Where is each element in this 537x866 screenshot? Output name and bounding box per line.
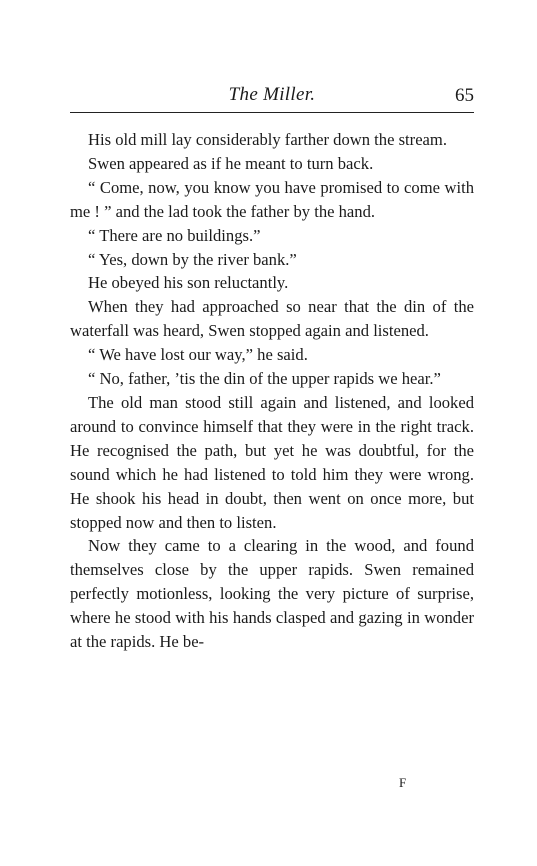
paragraph: He obeyed his son reluctantly. bbox=[88, 273, 289, 293]
paragraph: Now they came to a clearing in the wood, and found themselves close by the upper rapids. Swen remained perfectly motionless, looking the very picture of surprise, where he stood with his hands clasped and gazing in wonder at the rapids. He be- bbox=[70, 536, 474, 652]
paragraph: “ Come, now, you know you have promised to come with me ! ” and the lad took the father by the hand. bbox=[70, 177, 474, 221]
paragraph: “ Yes, down by the river bank.” bbox=[88, 249, 297, 269]
page-number: 65 bbox=[455, 85, 474, 106]
paragraph: When they had approached so near that the din of the waterfall was heard, Swen stopped again and listened. bbox=[70, 297, 474, 341]
paragraph: “ There are no buildings.” bbox=[88, 225, 261, 245]
paragraph: His old mill lay considerably farther down the stream. bbox=[88, 130, 447, 149]
paragraph: The old man stood still again and listened, and looked around to convince himself that they were in the right track. He recognised the path, but yet he was doubtful, for the sound which he had listened to told him they were wrong. He shook his head in doubt, then went on once more, but stopped now and then to listen. bbox=[70, 392, 474, 532]
paragraph: “ We have lost our way,” he said. bbox=[88, 345, 308, 365]
paragraph: Swen appeared as if he meant to turn back. bbox=[88, 153, 374, 173]
paragraph: “ No, father, ’tis the din of the upper rapids we hear.” bbox=[88, 369, 441, 389]
body-text bbox=[70, 128, 474, 654]
signature-mark: F bbox=[399, 775, 407, 790]
running-title: The Miller. bbox=[228, 84, 316, 105]
page-header bbox=[70, 82, 474, 113]
